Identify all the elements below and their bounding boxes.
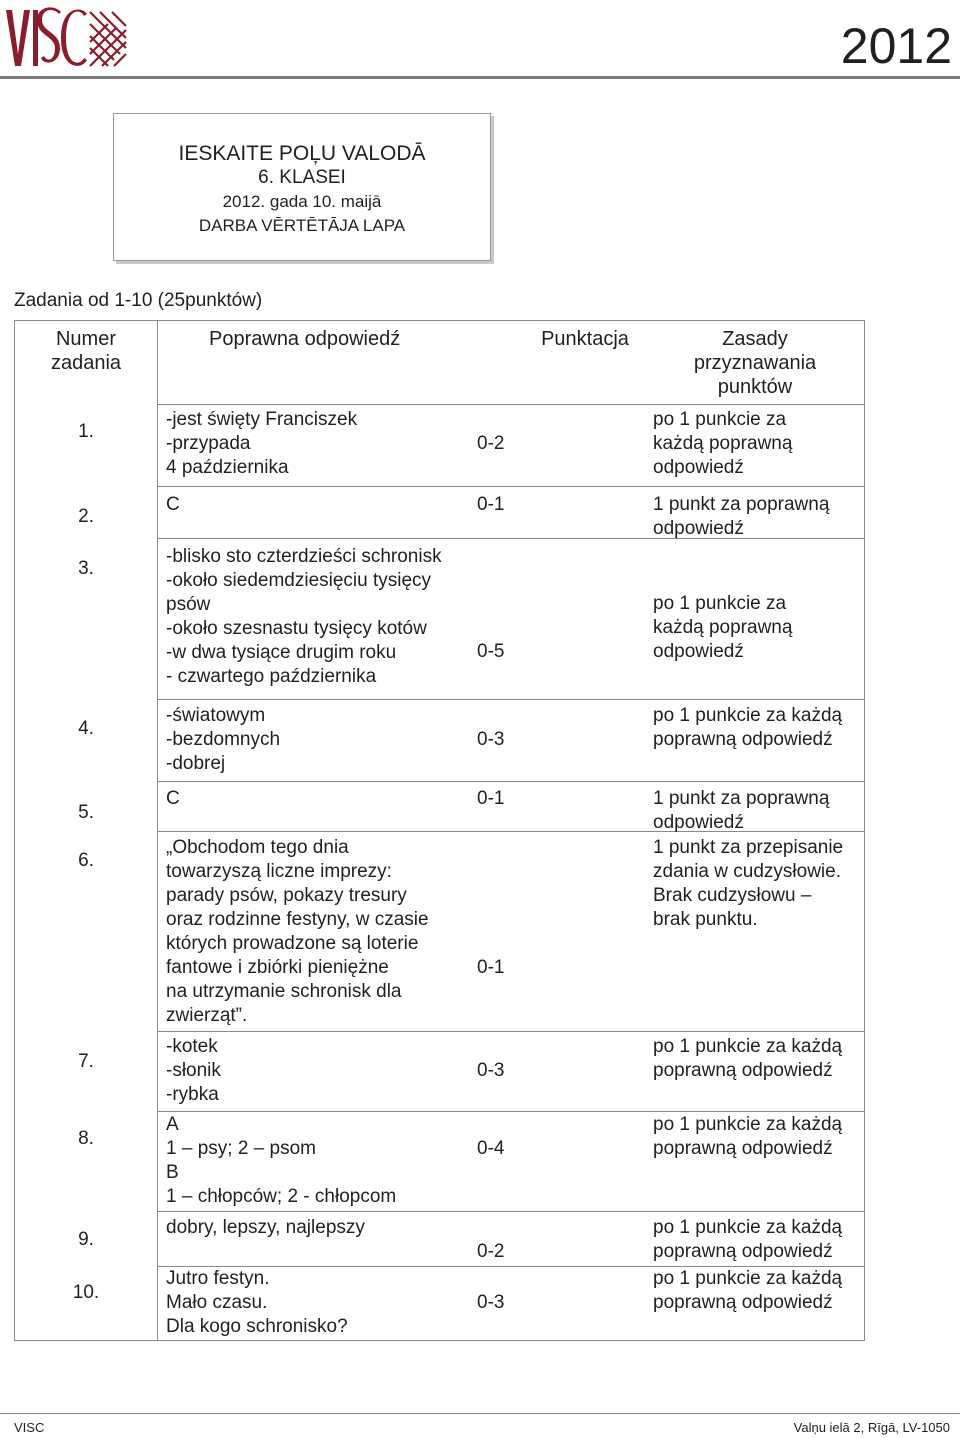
row-divider bbox=[157, 1111, 864, 1112]
score-cell-8: 0-4 bbox=[477, 1138, 505, 1159]
task-number: 4. bbox=[78, 718, 94, 739]
visc-logo bbox=[4, 4, 128, 70]
row-divider bbox=[157, 1211, 864, 1212]
rules-cell-1: po 1 punkcie za każdą poprawną odpowiedź bbox=[653, 409, 793, 478]
answer-cell-2: C bbox=[166, 494, 180, 515]
exam-title: IESKAITE POĻU VALODĀ bbox=[178, 142, 426, 165]
answer-cell-5: C bbox=[166, 788, 180, 809]
task-number: 2. bbox=[78, 506, 94, 527]
scoring-table bbox=[14, 320, 865, 1341]
rules-cell-4: po 1 punkcie za każdą poprawną odpowiedź bbox=[653, 705, 843, 750]
task-number: 7. bbox=[78, 1051, 94, 1072]
answer-cell-8: A 1 – psy; 2 – psom B 1 – chłopców; 2 - chłopcom bbox=[166, 1114, 397, 1207]
task-number: 9. bbox=[78, 1229, 94, 1250]
rules-cell-2: 1 punkt za poprawną odpowiedź bbox=[653, 494, 830, 539]
header-answer: Poprawna odpowiedź bbox=[209, 328, 401, 350]
footer-rule bbox=[0, 1413, 960, 1414]
task-number: 1. bbox=[78, 421, 94, 442]
answer-cell-1: -jest święty Franciszek -przypada 4 października bbox=[166, 409, 358, 478]
score-cell-10: 0-3 bbox=[477, 1292, 505, 1313]
exam-date: 2012. gada 10. maijā bbox=[222, 192, 382, 211]
answer-cell-9: dobry, lepszy, najlepszy bbox=[166, 1217, 365, 1238]
title-box bbox=[113, 113, 491, 261]
header-score: Punktacja bbox=[541, 328, 629, 350]
rules-cell-7: po 1 punkcie za każdą poprawną odpowiedź bbox=[653, 1036, 843, 1081]
section-subtitle: Zadania od 1-10 (25punktów) bbox=[14, 290, 263, 311]
score-cell-6: 0-1 bbox=[477, 957, 505, 978]
answer-cell-3: -blisko sto czterdzieści schronisk -około siedemdziesięciu tysięcy psów -około szesnastu tysięcy kotów -w dwa tysiące drugim roku - czwartego października bbox=[166, 546, 442, 687]
task-number: 3. bbox=[78, 558, 94, 579]
rules-cell-8: po 1 punkcie za każdą poprawną odpowiedź bbox=[653, 1114, 843, 1159]
rules-cell-9: po 1 punkcie za każdą poprawną odpowiedź bbox=[653, 1217, 843, 1262]
score-cell-7: 0-3 bbox=[477, 1060, 505, 1081]
score-cell-2: 0-1 bbox=[477, 494, 505, 515]
score-cell-4: 0-3 bbox=[477, 729, 505, 750]
footer-address: Valņu ielā 2, Rīgā, LV-1050 bbox=[793, 1420, 950, 1435]
header-rule bbox=[0, 76, 960, 79]
header-rules: Zasady przyznawania punktów bbox=[693, 328, 817, 398]
task-number: 5. bbox=[78, 802, 94, 823]
rules-cell-3: po 1 punkcie za każdą poprawną odpowiedź bbox=[653, 593, 793, 662]
rules-cell-6: 1 punkt za przepisanie zdania w cudzysłowie. Brak cudzysłowu – brak punktu. bbox=[653, 837, 844, 930]
footer-org: VISC bbox=[14, 1420, 45, 1435]
answer-cell-7: -kotek -słonik -rybka bbox=[166, 1036, 221, 1105]
year-label: 2012 bbox=[840, 18, 952, 74]
row-divider bbox=[157, 404, 864, 405]
grade-label: 6. KLASEI bbox=[258, 167, 346, 188]
row-divider bbox=[157, 486, 864, 487]
answer-cell-6: „Obchodom tego dnia towarzyszą liczne imprezy: parady psów, pokazy tresury oraz rodzinne festyny, w czasie których prowadzone są loterie fantowe i zbiórki pieniężne na utrzymanie schronisk dla zwierząt”. bbox=[166, 837, 429, 1026]
rules-cell-10: po 1 punkcie za każdą poprawną odpowiedź bbox=[653, 1268, 843, 1313]
task-number: 10. bbox=[72, 1282, 100, 1303]
task-number: 8. bbox=[78, 1128, 94, 1149]
rules-cell-5: 1 punkt za poprawną odpowiedź bbox=[653, 788, 830, 833]
answer-cell-10: Jutro festyn. Mało czasu. Dla kogo schronisko? bbox=[166, 1268, 348, 1337]
score-cell-3: 0-5 bbox=[477, 641, 505, 662]
header-number: Numer zadania bbox=[50, 328, 122, 374]
score-cell-9: 0-2 bbox=[477, 1241, 505, 1262]
row-divider bbox=[157, 781, 864, 782]
answer-cell-4: -światowym -bezdomnych -dobrej bbox=[166, 705, 281, 774]
row-divider bbox=[157, 699, 864, 700]
row-divider bbox=[157, 1031, 864, 1032]
score-cell-1: 0-2 bbox=[477, 433, 505, 454]
sheet-type: DARBA VĒRTĒTĀJA LAPA bbox=[198, 216, 406, 235]
score-cell-5: 0-1 bbox=[477, 788, 505, 809]
task-number: 6. bbox=[78, 850, 94, 871]
